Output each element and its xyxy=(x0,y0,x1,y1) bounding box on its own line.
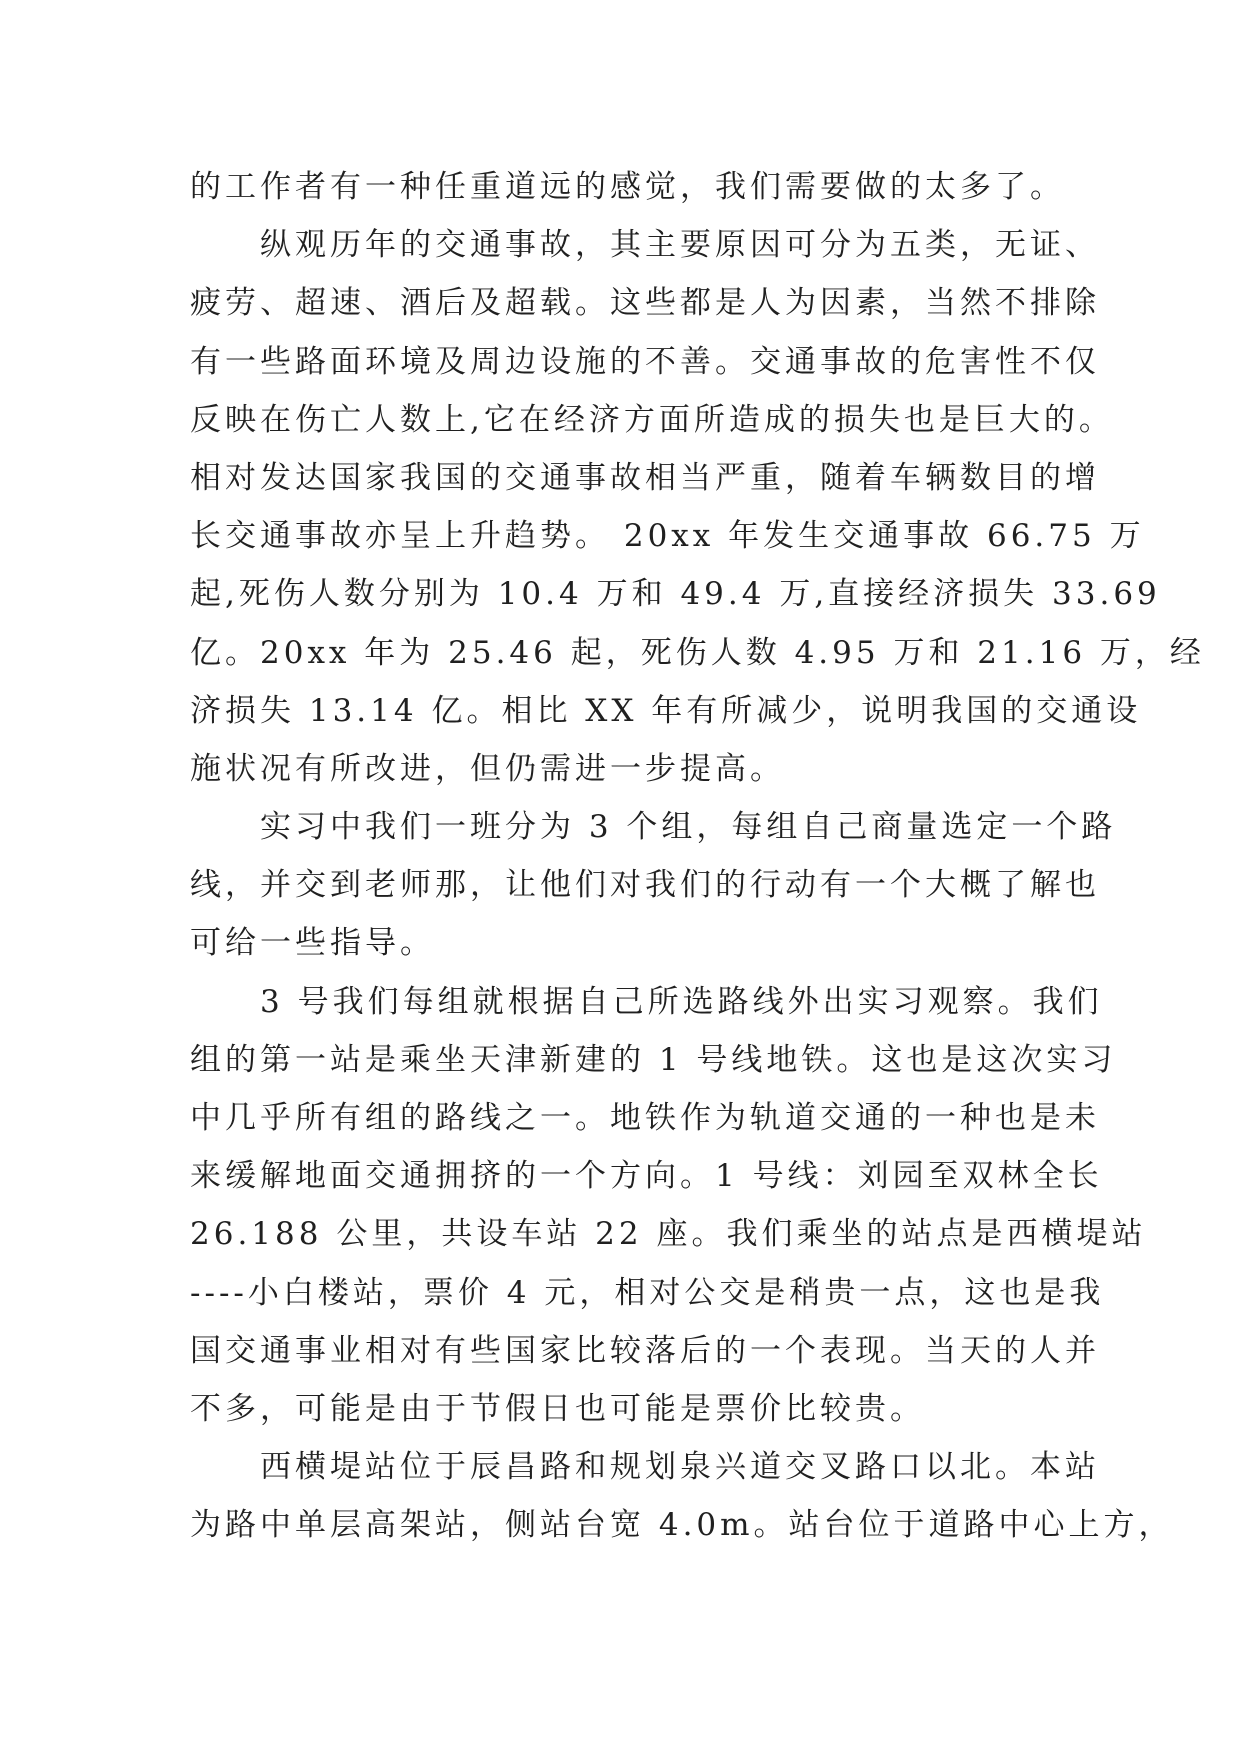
text-line: 济损失 13.14 亿。相比 XX 年有所减少，说明我国的交通设 xyxy=(190,692,1142,729)
text-line: 26.188 公里，共设车站 22 座。我们乘坐的站点是西横堤站 xyxy=(190,1216,1147,1253)
text-line: 长交通事故亦呈上升趋势。 20xx 年发生交通事故 66.75 万 xyxy=(190,518,1145,555)
body-text xyxy=(190,158,1205,1555)
text-line: 亿。20xx 年为 25.46 起，死伤人数 4.95 万和 21.16 万，经 xyxy=(190,634,1205,671)
text-line: 施状况有所改进，但仍需进一步提高。 xyxy=(190,750,785,787)
text-line: 纵观历年的交通事故，其主要原因可分为五类，无证、 xyxy=(260,227,1100,264)
text-line: 疲劳、超速、酒后及超载。这些都是人为因素，当然不排除 xyxy=(190,285,1100,322)
text-line: 起,死伤人数分别为 10.4 万和 49.4 万,直接经济损失 33.69 xyxy=(190,576,1161,613)
text-line: 相对发达国家我国的交通事故相当严重，随着车辆数目的增 xyxy=(190,459,1100,496)
text-line: 组的第一站是乘坐天津新建的 1 号线地铁。这也是这次实习 xyxy=(190,1041,1117,1078)
text-line: 来缓解地面交通拥挤的一个方向。1 号线：刘园至双林全长 xyxy=(190,1158,1103,1195)
text-line: ----小白楼站，票价 4 元，相对公交是稍贵一点，这也是我 xyxy=(190,1274,1105,1311)
text-line: 实习中我们一班分为 3 个组，每组自己商量选定一个路 xyxy=(260,809,1117,846)
text-line: 西横堤站位于辰昌路和规划泉兴道交叉路口以北。本站 xyxy=(260,1449,1100,1486)
text-line: 为路中单层高架站，侧站台宽 4.0m。站台位于道路中心上方， xyxy=(190,1507,1174,1544)
text-line: 3 号我们每组就根据自己所选路线外出实习观察。我们 xyxy=(260,983,1103,1020)
text-line: 线，并交到老师那，让他们对我们的行动有一个大概了解也 xyxy=(190,867,1100,904)
text-line: 中几乎所有组的路线之一。地铁作为轨道交通的一种也是未 xyxy=(190,1100,1100,1136)
text-line: 不多，可能是由于节假日也可能是票价比较贵。 xyxy=(190,1390,925,1427)
text-line: 有一些路面环境及周边设施的不善。交通事故的危害性不仅 xyxy=(190,343,1100,380)
text-line: 反映在伤亡人数上,它在经济方面所造成的损失也是巨大的。 xyxy=(190,401,1114,438)
text-line: 可给一些指导。 xyxy=(190,925,435,962)
text-line: 的工作者有一种任重道远的感觉，我们需要做的太多了。 xyxy=(190,169,1065,205)
text-line: 国交通事业相对有些国家比较落后的一个表现。当天的人并 xyxy=(190,1332,1100,1369)
